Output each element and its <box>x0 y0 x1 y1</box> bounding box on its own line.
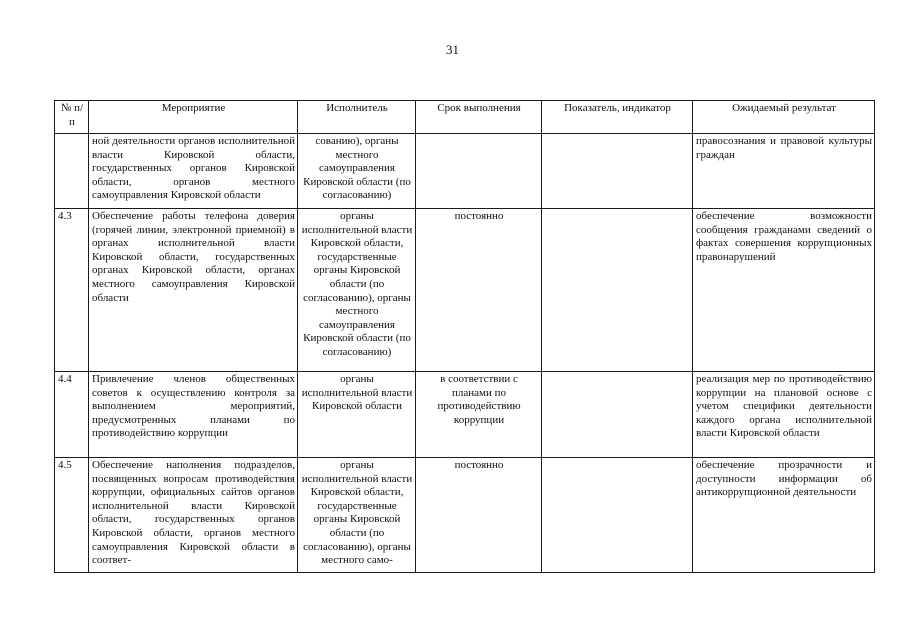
row-result: обеспечение прозрачности и доступности информации об антикоррупционной деятельности <box>693 458 875 573</box>
header-indicator: Показатель, индикатор <box>542 101 693 134</box>
table-row <box>55 458 875 573</box>
row-indicator <box>542 209 693 372</box>
table-row <box>55 209 875 372</box>
row-deadline <box>416 134 542 209</box>
action-plan-table <box>54 100 875 573</box>
row-executor: органы исполнительной власти Кировской области <box>298 372 416 458</box>
header-event: Мероприятие <box>89 101 298 134</box>
row-num: 4.3 <box>55 209 89 372</box>
row-result: правосознания и правовой культуры граждан <box>693 134 875 209</box>
table-row <box>55 134 875 209</box>
header-num: № п/п <box>55 101 89 134</box>
header-result: Ожидаемый результат <box>693 101 875 134</box>
row-num: 4.5 <box>55 458 89 573</box>
row-indicator <box>542 372 693 458</box>
row-indicator <box>542 134 693 209</box>
row-num <box>55 134 89 209</box>
row-deadline: в соответствии с планами по противодействию коррупции <box>416 372 542 458</box>
row-executor: сованию), органы местного самоуправления Кировской области (по согласованию) <box>298 134 416 209</box>
row-event: Обеспечение работы телефона доверия (горячей линии, электронной приемной) в органах исполнительной власти Кировской области, государственных органах Кировской области, органах местного самоуправления Кировской области <box>89 209 298 372</box>
row-event: ной деятельности органов исполнительной власти Кировской области, государственных органов Кировской области, органов местного самоуправления Кировской области <box>89 134 298 209</box>
page-number: 31 <box>446 42 459 57</box>
header-executor: Исполнитель <box>298 101 416 134</box>
row-deadline: постоянно <box>416 209 542 372</box>
row-event: Обеспечение наполнения подразделов, посвященных вопросам противодействия коррупции, официальных сайтов органов исполнительной власти Кировской области, государственных органов Кировской области, органов местного самоуправления Кировской области в соответ- <box>89 458 298 573</box>
header-deadline: Срок выполнения <box>416 101 542 134</box>
row-event: Привлечение членов общественных советов к осуществлению контроля за выполнением мероприятий, предусмотренных планами по противодействию коррупции <box>89 372 298 458</box>
table-header-row <box>55 101 875 134</box>
row-result: реализация мер по противодействию коррупции на плановой основе с учетом специфики деятельности каждого органа исполнительной власти Кировской области <box>693 372 875 458</box>
row-result: обеспечение возможности сообщения гражданами сведений о фактах совершения коррупционных правонарушений <box>693 209 875 372</box>
table-row <box>55 372 875 458</box>
row-executor: органы исполнительной власти Кировской области, государственные органы Кировской области (по согласованию), органы местного самоуправления Кировской области (по согласованию) <box>298 209 416 372</box>
row-deadline: постоянно <box>416 458 542 573</box>
row-executor: органы исполнительной власти Кировской области, государственные органы Кировской области (по согласованию), органы местного само- <box>298 458 416 573</box>
row-indicator <box>542 458 693 573</box>
row-num: 4.4 <box>55 372 89 458</box>
